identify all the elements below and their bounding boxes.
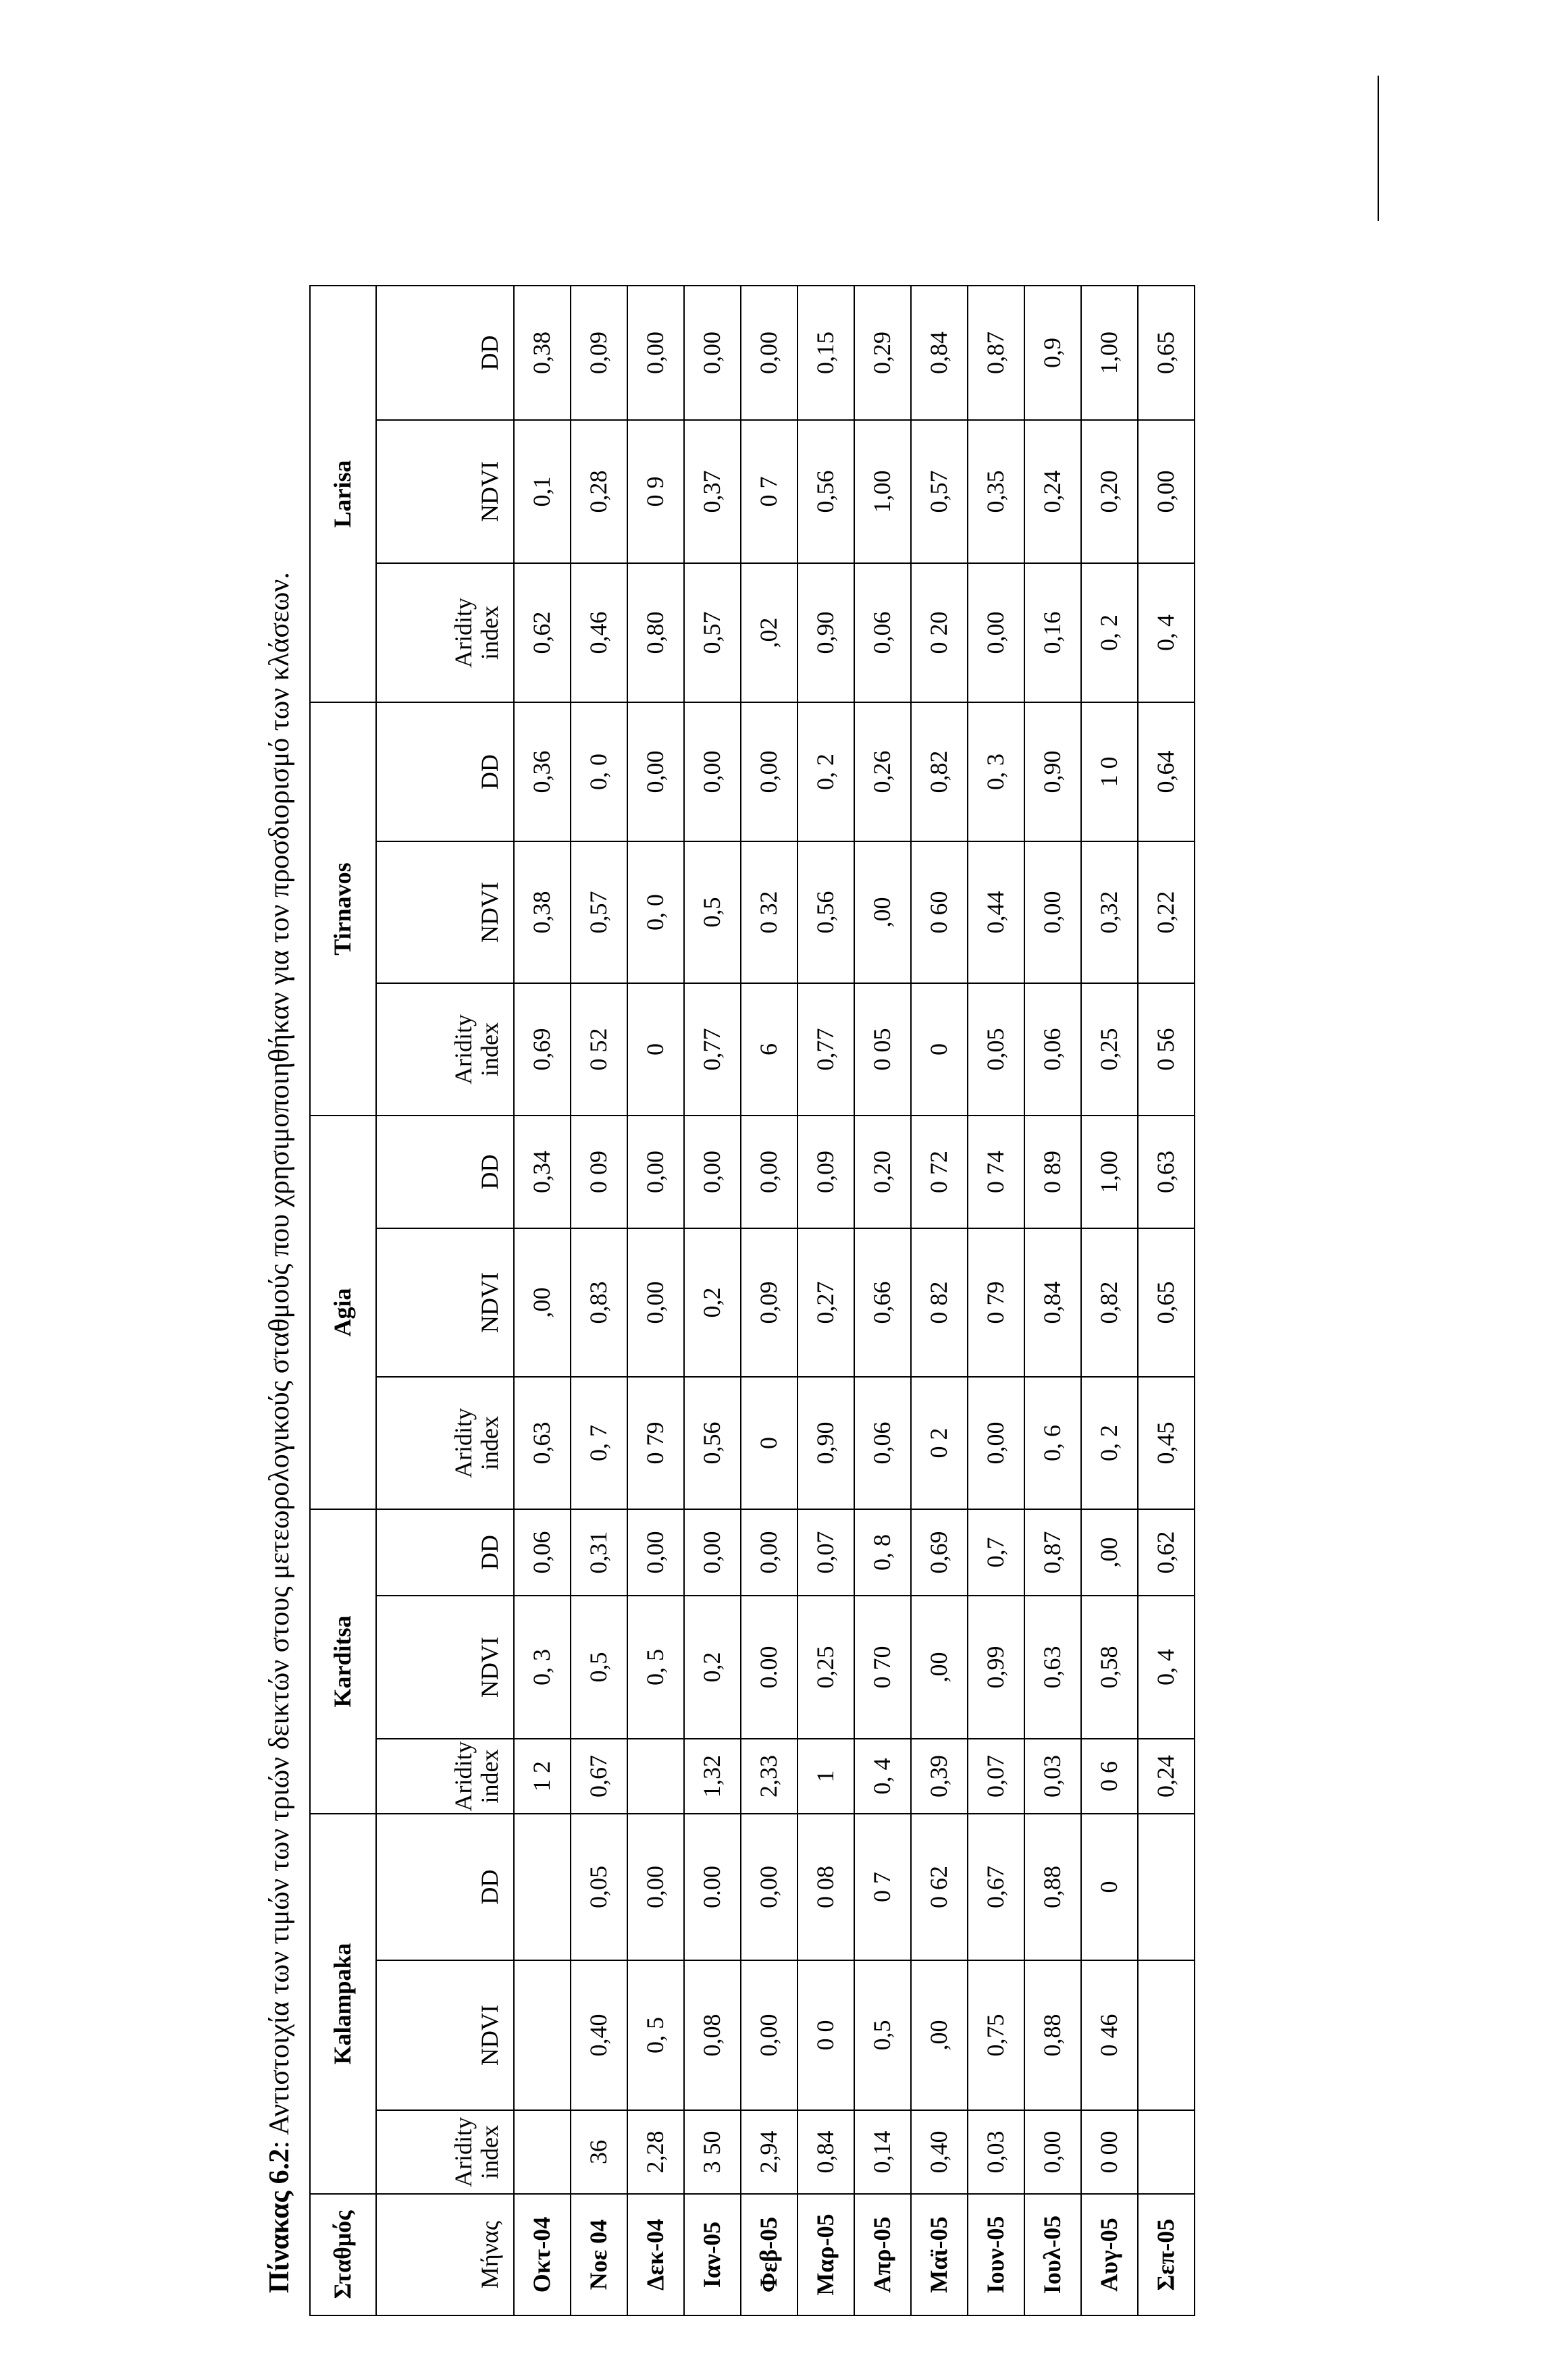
value-cell: 1,00 [1081,1116,1138,1228]
value-cell: 0, 5 [627,1596,684,1739]
value-cell: 0,66 [854,1228,911,1377]
value-cell: 0, 2 [798,702,854,841]
value-cell: 0,07 [968,1739,1024,1814]
value-cell: 0,27 [798,1228,854,1377]
value-cell: 0,06 [854,563,911,702]
value-cell: 0, 4 [1138,563,1195,702]
value-cell: 2,33 [741,1739,798,1814]
value-cell: 0,09 [571,286,627,420]
aridity-index-header [376,1377,514,1509]
table-row [684,286,741,2315]
value-cell: 0 08 [798,1814,854,1960]
month-cell: Νοε 04 [571,2194,627,2315]
value-cell: 0,84 [798,2110,854,2194]
value-cell: 0, 6 [1024,1377,1081,1509]
value-cell: 0,77 [684,983,741,1116]
value-cell [514,2110,571,2194]
value-cell: 0,14 [854,2110,911,2194]
value-cell: 0,63 [1138,1116,1195,1228]
table-row [741,286,798,2315]
value-cell: 0 46 [1081,1960,1138,2110]
aridity-header-line1: Aridity [449,1014,477,1084]
value-cell: 0,69 [911,1509,968,1596]
ndvi-header: NDVI [376,841,514,983]
value-cell: 0,34 [514,1116,571,1228]
value-cell: 0 82 [911,1228,968,1377]
value-cell: 0,20 [854,1116,911,1228]
value-cell: 0,08 [684,1960,741,2110]
table-row [968,286,1024,2315]
value-cell: 0,00 [627,1509,684,1596]
value-cell: 0,35 [968,420,1024,563]
aridity-header-line1: Aridity [449,1408,477,1478]
value-cell: 0,06 [854,1377,911,1509]
value-cell: 0,00 [627,702,684,841]
value-cell: 0,58 [1081,1596,1138,1739]
value-cell: 0 [741,1377,798,1509]
value-cell: ,00 [514,1228,571,1377]
dd-header: DD [376,286,514,420]
value-cell: 0,69 [514,983,571,1116]
value-cell: 0,00 [1024,2110,1081,2194]
value-cell: 0,28 [571,420,627,563]
caption-label: Πίνακας 6.2 [264,2148,295,2293]
header-row-indices [376,286,514,2315]
value-cell: 0,5 [854,1960,911,2110]
value-cell: 0 0 [798,1960,854,2110]
aridity-header-line2: index [476,1749,504,1804]
value-cell: 0,00 [968,1377,1024,1509]
aridity-header-line2: index [476,1022,504,1076]
value-cell: 0,00 [684,702,741,841]
value-cell: 0,00 [684,286,741,420]
value-cell: 0,00 [627,1814,684,1960]
value-cell: 0,25 [1081,983,1138,1116]
value-cell: 0,2 [684,1596,741,1739]
aridity-header-line2: index [476,606,504,660]
value-cell: 1,32 [684,1739,741,1814]
value-cell: 0,62 [1138,1509,1195,1596]
dd-header: DD [376,702,514,841]
value-cell: 0,57 [571,841,627,983]
month-cell: Σεπ-05 [1138,2194,1195,2315]
value-cell: 0,88 [1024,1960,1081,2110]
value-cell: 6 [741,983,798,1116]
table-row [854,286,911,2315]
value-cell: 0,5 [684,841,741,983]
value-cell: 0,38 [514,286,571,420]
data-table [309,285,1195,2316]
value-cell: 0,00 [741,1509,798,1596]
ndvi-header: NDVI [376,420,514,563]
value-cell: 0,38 [514,841,571,983]
value-cell: 0 6 [1081,1739,1138,1814]
aridity-header-line1: Aridity [449,2117,477,2187]
value-cell: 0 7 [741,420,798,563]
value-cell: 0,00 [741,1960,798,2110]
value-cell: 0,83 [571,1228,627,1377]
value-cell: 0,77 [798,983,854,1116]
ndvi-header: NDVI [376,1596,514,1739]
value-cell: ,02 [741,563,798,702]
value-cell: 0,99 [968,1596,1024,1739]
value-cell: 0,22 [1138,841,1195,983]
month-header: Μήνας [376,2194,514,2315]
value-cell: 0,56 [798,420,854,563]
value-cell: 0,2 [684,1228,741,1377]
value-cell: 0,90 [798,1377,854,1509]
table-body [310,286,1195,2315]
aridity-header-line1: Aridity [449,598,477,668]
month-cell: Δεκ-04 [627,2194,684,2315]
value-cell: 0,46 [571,563,627,702]
value-cell: 0,56 [798,841,854,983]
value-cell: 0,1 [514,420,571,563]
aridity-index-header [376,2110,514,2194]
station-name: Agia [310,1116,376,1509]
value-cell: 0, 4 [1138,1596,1195,1739]
value-cell: 0,32 [1081,841,1138,983]
value-cell: 0,39 [911,1739,968,1814]
value-cell: 0,9 [1024,286,1081,420]
value-cell [1138,2110,1195,2194]
station-name: Karditsa [310,1509,376,1814]
value-cell: 0 2 [911,1377,968,1509]
value-cell: 0, 5 [627,1960,684,2110]
month-cell: Μαϊ-05 [911,2194,968,2315]
value-cell: 0,44 [968,841,1024,983]
value-cell: 0, 8 [854,1509,911,1596]
month-cell: Φεβ-05 [741,2194,798,2315]
value-cell: 0 79 [627,1377,684,1509]
value-cell: 0,26 [854,702,911,841]
value-cell: 0,82 [911,702,968,841]
table-caption [263,572,296,2293]
value-cell: 0,06 [514,1509,571,1596]
value-cell: 0,06 [1024,983,1081,1116]
value-cell: 0, 0 [627,841,684,983]
value-cell: 0,65 [1138,1228,1195,1377]
dd-header: DD [376,1814,514,1960]
value-cell: 0,82 [1081,1228,1138,1377]
value-cell: 0,09 [798,1116,854,1228]
value-cell: 0 62 [911,1814,968,1960]
value-cell: 0,37 [684,420,741,563]
value-cell: 1 [798,1739,854,1814]
table-row [798,286,854,2315]
value-cell: 2,28 [627,2110,684,2194]
value-cell: 0 79 [968,1228,1024,1377]
station-name: Kalampaka [310,1814,376,2194]
value-cell [1138,1960,1195,2110]
aridity-header-line1: Aridity [449,1741,477,1812]
value-cell: 0,87 [1024,1509,1081,1596]
value-cell: 0 [911,983,968,1116]
value-cell [514,1814,571,1960]
value-cell: 0,57 [911,420,968,563]
value-cell: 1 2 [514,1739,571,1814]
value-cell: 0,00 [684,1116,741,1228]
station-name: Larisa [310,286,376,702]
value-cell: 2,94 [741,2110,798,2194]
value-cell: 0,03 [1024,1739,1081,1814]
value-cell: 0, 0 [571,702,627,841]
value-cell: 0,40 [571,1960,627,2110]
value-cell: 0,56 [684,1377,741,1509]
value-cell: 0,20 [1081,420,1138,563]
value-cell: 0,09 [741,1228,798,1377]
table-row [911,286,968,2315]
value-cell: ,00 [854,841,911,983]
value-cell: 0,90 [1024,702,1081,841]
value-cell: 0,24 [1138,1739,1195,1814]
value-cell: 0, 3 [514,1596,571,1739]
month-cell: Αυγ-05 [1081,2194,1138,2315]
value-cell: 0 20 [911,563,968,702]
table-row [627,286,684,2315]
month-cell: Ιουν-05 [968,2194,1024,2315]
table-row [1138,286,1195,2315]
value-cell: 0.00 [684,1814,741,1960]
value-cell: 0,16 [1024,563,1081,702]
aridity-index-header [376,983,514,1116]
value-cell: 0,07 [798,1509,854,1596]
value-cell: 1,00 [854,420,911,563]
value-cell: 36 [571,2110,627,2194]
value-cell: 0,15 [798,286,854,420]
ndvi-header: NDVI [376,1228,514,1377]
value-cell: 0,64 [1138,702,1195,841]
dd-header: DD [376,1509,514,1596]
value-cell [1138,1814,1195,1960]
month-cell: Ιαν-05 [684,2194,741,2315]
aridity-header-line2: index [476,1416,504,1470]
value-cell: 0,84 [911,286,968,420]
value-cell: 1 0 [1081,702,1138,841]
value-cell: 0 32 [741,841,798,983]
value-cell: 0,57 [684,563,741,702]
aridity-index-header [376,563,514,702]
value-cell: 0,65 [1138,286,1195,420]
value-cell: 0,00 [741,1116,798,1228]
value-cell: 0 74 [968,1116,1024,1228]
value-cell: 0,75 [968,1960,1024,2110]
value-cell: 0,00 [1024,841,1081,983]
month-cell: Ιουλ-05 [1024,2194,1081,2315]
table-row [514,286,571,2315]
value-cell: 0 60 [911,841,968,983]
month-cell: Απρ-05 [854,2194,911,2315]
value-cell: 0,87 [968,286,1024,420]
value-cell: 0,36 [514,702,571,841]
station-header: Σταθμός [310,2194,376,2315]
value-cell: ,00 [911,1596,968,1739]
value-cell: 0,00 [741,1814,798,1960]
value-cell: 0, 2 [1081,563,1138,702]
value-cell: 0,88 [1024,1814,1081,1960]
value-cell: 0,00 [684,1509,741,1596]
value-cell: 0,62 [514,563,571,702]
value-cell: 0 7 [854,1814,911,1960]
value-cell: 0,63 [1024,1596,1081,1739]
value-cell: 0 [627,983,684,1116]
value-cell: 0 00 [1081,2110,1138,2194]
value-cell: 0,24 [1024,420,1081,563]
value-cell [514,1960,571,2110]
value-cell: 0 [1081,1814,1138,1960]
value-cell: ,00 [911,1960,968,2110]
station-name: Tirnavos [310,702,376,1116]
value-cell: 0, 7 [571,1377,627,1509]
aridity-index-header [376,1739,514,1814]
value-cell: 0 89 [1024,1116,1081,1228]
month-cell: Μαρ-05 [798,2194,854,2315]
value-cell: 0 09 [571,1116,627,1228]
value-cell: 0 56 [1138,983,1195,1116]
value-cell: 0,7 [968,1509,1024,1596]
ndvi-header: NDVI [376,1960,514,2110]
value-cell: 0.00 [741,1596,798,1739]
value-cell: 0,45 [1138,1377,1195,1509]
value-cell: 0,40 [911,2110,968,2194]
value-cell: 0, 3 [968,702,1024,841]
value-cell: 0,00 [627,1116,684,1228]
table-row [571,286,627,2315]
value-cell: 0,05 [968,983,1024,1116]
value-cell: 0,00 [1138,420,1195,563]
value-cell: 0,90 [798,563,854,702]
caption-text: : Αντιστοιχία των τιμών των τριών δεικτών στους μετεωρολογικούς σταθμούς που χρησιμοποιηθήκαν για τον προσδιορισμό των κλάσεων. [264,572,295,2149]
aridity-header-line2: index [476,2125,504,2179]
value-cell [627,1739,684,1814]
value-cell: 0 9 [627,420,684,563]
value-cell: 0,63 [514,1377,571,1509]
value-cell: 0,31 [571,1509,627,1596]
value-cell: 0,25 [798,1596,854,1739]
value-cell: 0 52 [571,983,627,1116]
header-row-stations [310,286,376,2315]
value-cell: 0,67 [571,1739,627,1814]
value-cell: ,00 [1081,1509,1138,1596]
value-cell: 0, 2 [1081,1377,1138,1509]
table-row [1081,286,1138,2315]
value-cell: 0,03 [968,2110,1024,2194]
value-cell: 0,84 [1024,1228,1081,1377]
value-cell: 0,00 [741,286,798,420]
value-cell: 0,00 [627,1228,684,1377]
value-cell: 0 05 [854,983,911,1116]
value-cell: 0,80 [627,563,684,702]
dd-header: DD [376,1116,514,1228]
value-cell: 3 50 [684,2110,741,2194]
value-cell: 0,5 [571,1596,627,1739]
value-cell: 0,00 [968,563,1024,702]
value-cell: 1,00 [1081,286,1138,420]
value-cell: 0,00 [627,286,684,420]
horizontal-rule [1378,76,1379,221]
month-cell: Οκτ-04 [514,2194,571,2315]
value-cell: 0,00 [741,702,798,841]
value-cell: 0,05 [571,1814,627,1960]
value-cell: 0, 4 [854,1739,911,1814]
value-cell: 0 70 [854,1596,911,1739]
value-cell: 0 72 [911,1116,968,1228]
value-cell: 0,67 [968,1814,1024,1960]
value-cell: 0,29 [854,286,911,420]
table-row [1024,286,1081,2315]
